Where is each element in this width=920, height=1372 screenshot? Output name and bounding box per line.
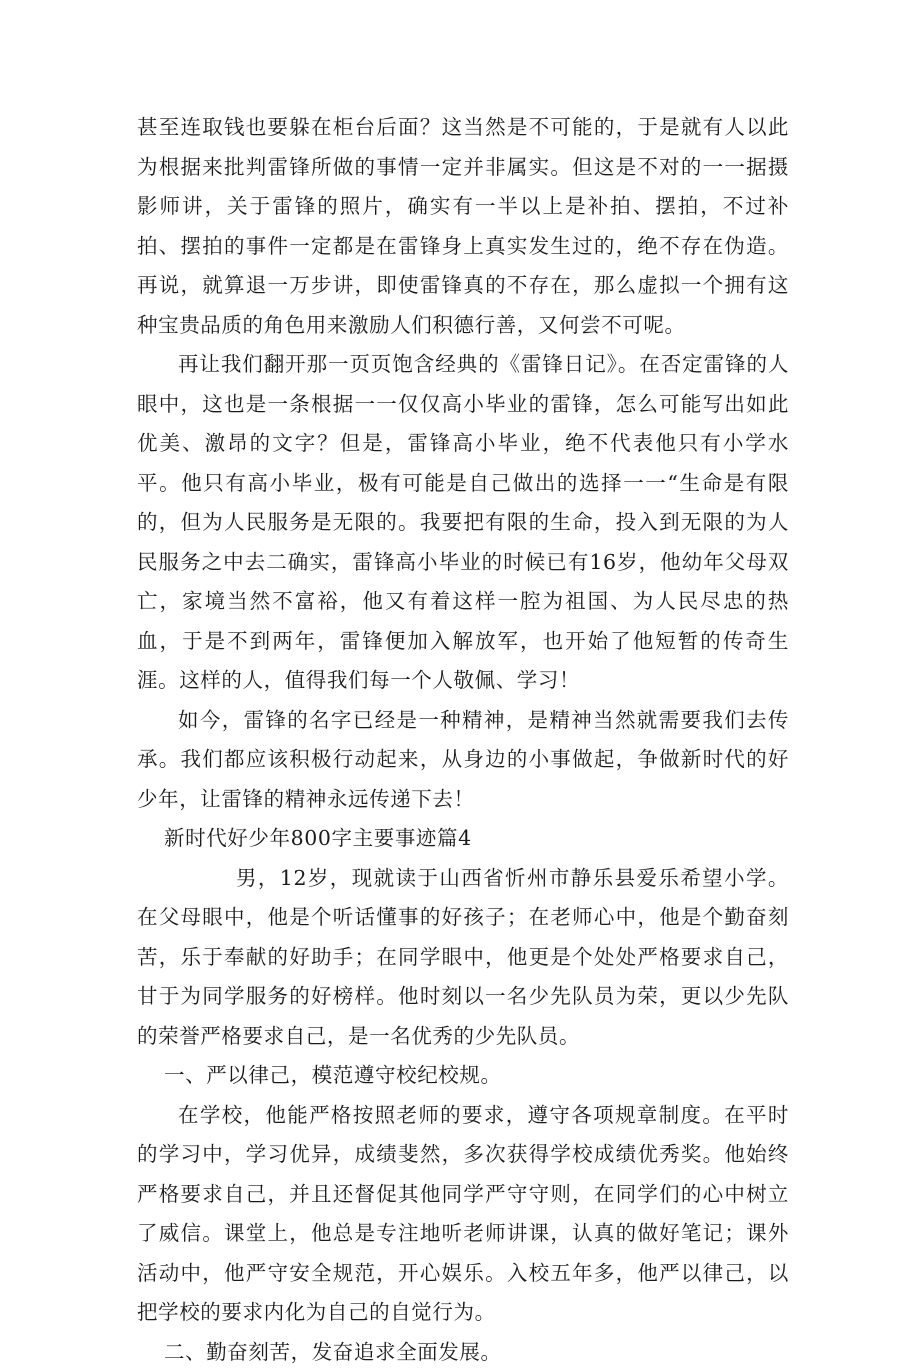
paragraph-school-conduct: 在学校，他能严格按照老师的要求，遵守各项规章制度。在平时的学习中，学习优异，成绩斐然，多次获得学校成绩优秀奖。他始终严格要求自己，并且还督促其他同学严守守则，在同学们的心中树立了威信。课堂上，他总是专注地听老师讲课，认真的做好笔记；课外活动中，他严守安全规范，开心娱乐。入校五年多，他严以律己，以把学校的要求内化为自己的自觉行为。 bbox=[137, 1096, 789, 1333]
document-body bbox=[137, 108, 789, 1372]
paragraph-leifeng-photos: 甚至连取钱也要躲在柜台后面？这当然是不可能的，于是就有人以此为根据来批判雷锋所做的事情一定并非属实。但这是不对的一一据摄影师讲，关于雷锋的照片，确实有一半以上是补拍、摆拍，不过补拍、摆拍的事件一定都是在雷锋身上真实发生过的，绝不存在伪造。再说，就算退一万步讲，即使雷锋真的不存在，那么虚拟一个拥有这种宝贵品质的角色用来激励人们积德行善，又何尝不可呢。 bbox=[137, 108, 789, 345]
paragraph-student-intro: 男，12岁，现就读于山西省忻州市静乐县爱乐希望小学。在父母眼中，他是个听话懂事的好孩子；在老师心中，他是个勤奋刻苦，乐于奉献的好助手；在同学眼中，他更是个处处严格要求自己，甘于为同学服务的好榜样。他时刻以一名少先队员为荣，更以少先队的荣誉严格要求自己，是一名优秀的少先队员。 bbox=[137, 859, 789, 1057]
paragraph-leifeng-diary: 再让我们翻开那一页页饱含经典的《雷锋日记》。在否定雷锋的人眼中，这也是一条根据一一仅仅高小毕业的雷锋，怎么可能写出如此优美、激昂的文字？但是，雷锋高小毕业，绝不代表他只有小学水平。他只有高小毕业，极有可能是自己做出的选择一一“生命是有限的，但为人民服务是无限的。我要把有限的生命，投入到无限的为人民服务之中去二确实，雷锋高小毕业的时候已有16岁，他幼年父母双亡，家境当然不富裕，他又有着这样一腔为祖国、为人民尽忠的热血，于是不到两年，雷锋便加入解放军，也开始了他短暂的传奇生涯。这样的人，值得我们每一个人敬佩、学习！ bbox=[137, 345, 789, 701]
paragraph-leifeng-spirit: 如今，雷锋的名字已经是一种精神，是精神当然就需要我们去传承。我们都应该积极行动起来，从身边的小事做起，争做新时代的好少年，让雷锋的精神永远传递下去！ bbox=[137, 701, 789, 820]
subheading-diligence: 二、勤奋刻苦，发奋追求全面发展。 bbox=[137, 1333, 789, 1372]
subheading-discipline: 一、严以律己，模范遵守校纪校规。 bbox=[137, 1056, 789, 1096]
section-title-article-4: 新时代好少年800字主要事迹篇4 bbox=[137, 819, 789, 859]
